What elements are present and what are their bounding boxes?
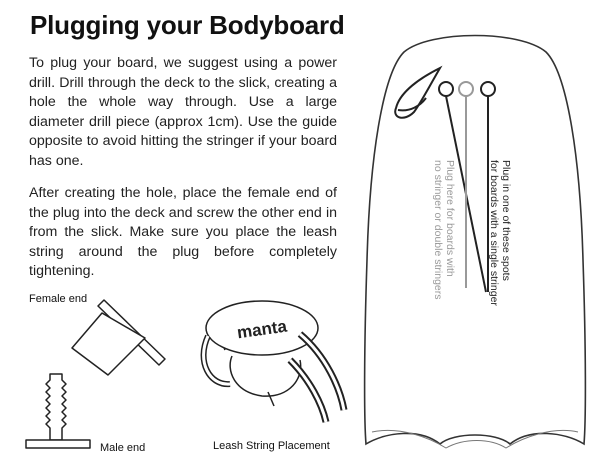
female-end-label: Female end bbox=[29, 293, 88, 305]
plug-fitting-instructions: After creating the hole, place the female end of the plug into the deck and screw the other end in from the slick. Make sure you place the leash string around the plug before completely tightening. bbox=[29, 185, 337, 280]
plug-brand-logo: manta bbox=[235, 316, 289, 343]
single-stringer-note-line1: Plug in one of these spots bbox=[500, 160, 512, 281]
drilling-instructions: To plug your board, we suggest using a power drill. Drill through the deck to the slick, creating a hole the whole way through. Use a large diameter drill piece (approx 1cm). Use the guide opposite to avoid hitting the stringer if your board has one. bbox=[29, 55, 337, 169]
page-title: Plugging your Bodyboard bbox=[30, 10, 345, 40]
no-stringer-note-line2: no stringer or double stringers bbox=[432, 160, 444, 300]
leash-placement-label: Leash String Placement bbox=[213, 440, 330, 452]
male-end-label: Male end bbox=[100, 442, 146, 454]
no-stringer-note-line1: Plug here for boards with bbox=[444, 160, 456, 277]
male-end-drawing bbox=[26, 374, 90, 448]
single-stringer-note-line2: for boards with a single stringer bbox=[488, 160, 500, 306]
female-end-drawing bbox=[72, 300, 165, 375]
